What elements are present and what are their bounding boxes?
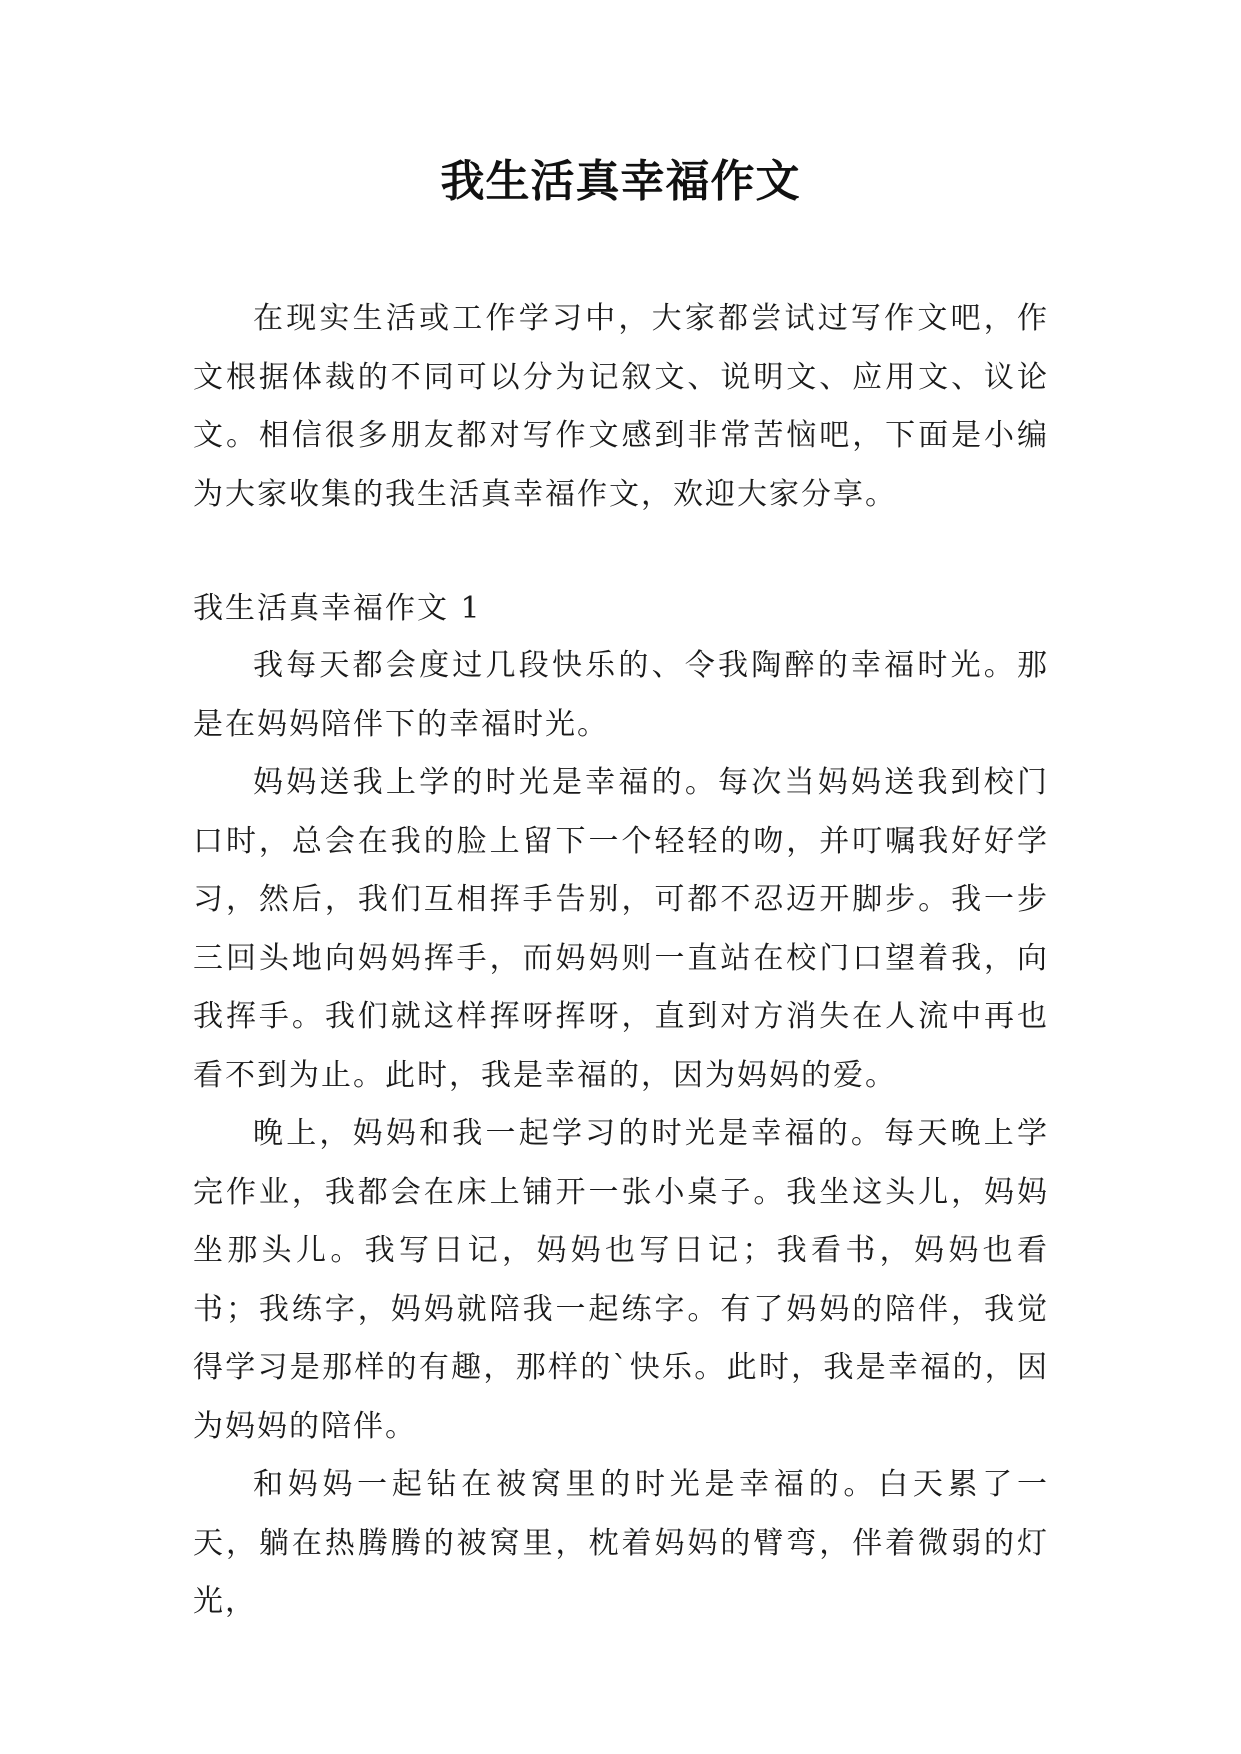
essay-paragraph: 和妈妈一起钻在被窝里的时光是幸福的。白天累了一天，躺在热腾腾的被窝里，枕着妈妈的臂弯，伴着微弱的灯光， xyxy=(193,1467,1049,1619)
intro-paragraph: 在现实生活或工作学习中，大家都尝试过写作文吧，作文根据体裁的不同可以分为记叙文、说明文、应用文、议论文。相信很多朋友都对写作文感到非常苦恼吧，下面是小编为大家收集的我生活真幸福作文，欢迎大家分享。 xyxy=(193,301,1049,512)
essay-paragraph: 我每天都会度过几段快乐的、令我陶醉的幸福时光。那是在妈妈陪伴下的幸福时光。 xyxy=(193,648,1049,742)
essay-paragraph: 妈妈送我上学的时光是幸福的。每次当妈妈送我到校门口时，总会在我的脸上留下一个轻轻的吻，并叮嘱我好好学习，然后，我们互相挥手告别，可都不忍迈开脚步。我一步三回头地向妈妈挥手，而妈妈则一直站在校门口望着我，向我挥手。我们就这样挥呀挥呀，直到对方消失在人流中再也看不到为止。此时，我是幸福的，因为妈妈的爱。 xyxy=(193,765,1049,1093)
document-title: 我生活真幸福作文 xyxy=(440,156,801,207)
section-heading: 我生活真幸福作文 1 xyxy=(193,591,482,626)
essay-body xyxy=(193,637,1049,1632)
essay-paragraph: 晚上，妈妈和我一起学习的时光是幸福的。每天晚上学完作业，我都会在床上铺开一张小桌子。我坐这头儿，妈妈坐那头儿。我写日记，妈妈也写日记；我看书，妈妈也看书；我练字，妈妈就陪我一起练字。有了妈妈的陪伴，我觉得学习是那样的有趣，那样的`快乐。此时，我是幸福的，因为妈妈的陪伴。 xyxy=(193,1116,1049,1444)
